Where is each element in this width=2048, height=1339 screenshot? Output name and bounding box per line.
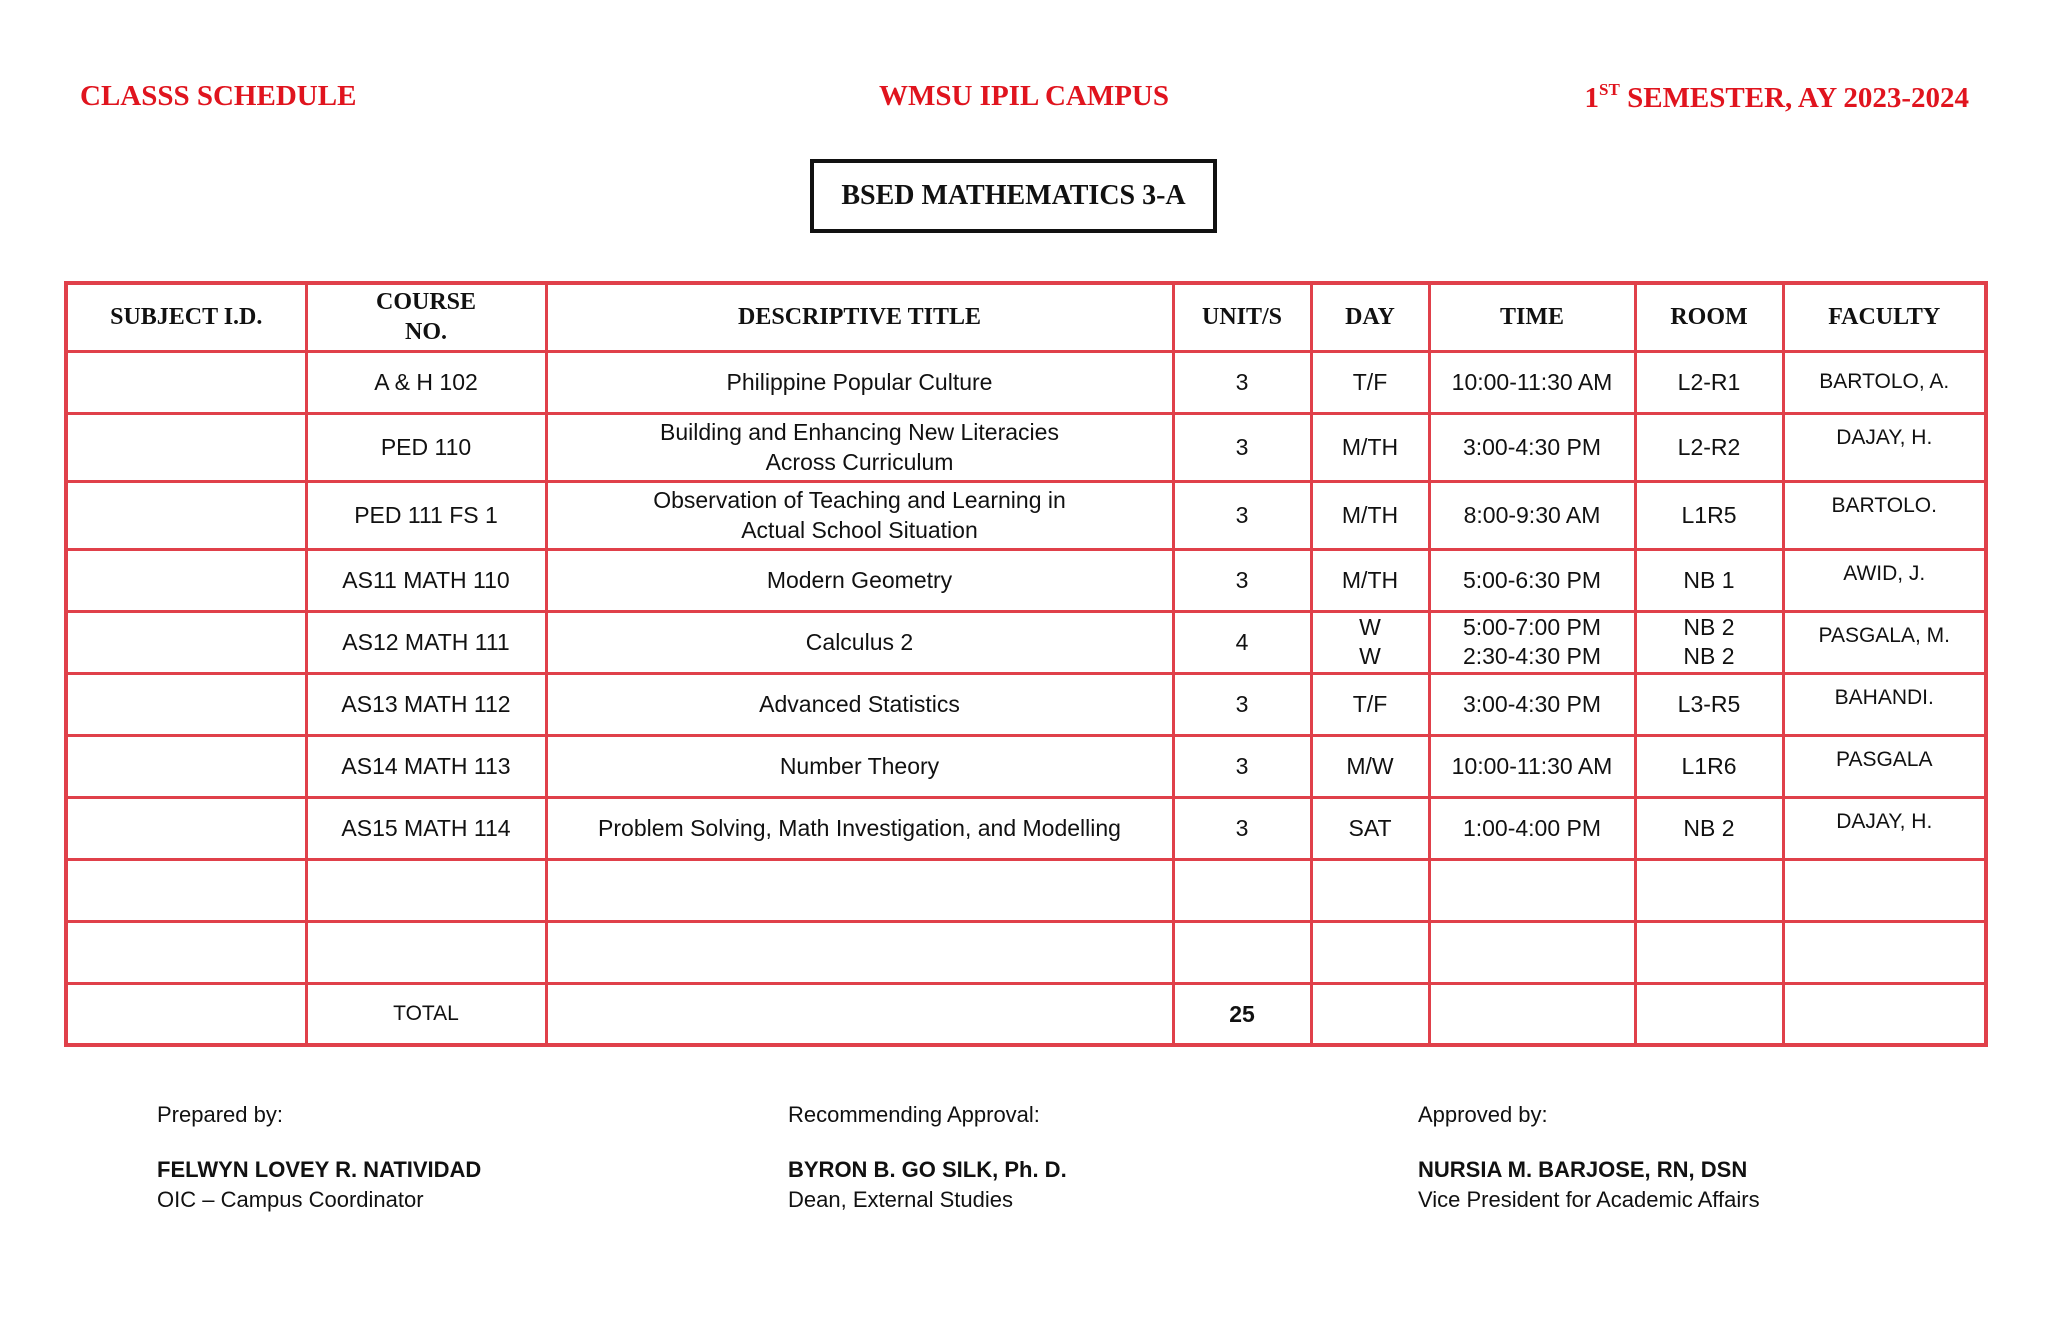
cell-empty (1311, 983, 1429, 1045)
cell-title-line2: Actual School Situation (741, 517, 978, 543)
cell-empty (546, 983, 1173, 1045)
section-title: BSED MATHEMATICS 3-A (841, 180, 1186, 211)
cell-time (1429, 921, 1635, 983)
cell-title-line1: Number Theory (779, 753, 940, 779)
cell-course-no (306, 921, 546, 983)
cell-units: 3 (1173, 549, 1311, 611)
cell-title-line1: Calculus 2 (805, 629, 914, 655)
cell-room: L1R5 (1635, 481, 1783, 549)
table-row (66, 735, 1986, 797)
cell-day: M/TH (1311, 481, 1429, 549)
table-row (66, 481, 1986, 549)
cell-day: M/W (1311, 735, 1429, 797)
cell-faculty (1783, 921, 1986, 983)
table-row-empty (66, 859, 1986, 921)
cell-title-line1: Building and Enhancing New Literacies (660, 419, 1059, 445)
cell-room (1635, 611, 1783, 673)
cell-subject-id (66, 611, 306, 673)
col-header-course-no (306, 283, 546, 351)
cell-day (1311, 611, 1429, 673)
cell-course-no: AS15 MATH 114 (306, 797, 546, 859)
cell-faculty (1783, 859, 1986, 921)
cell-time: 5:00-6:30 PM (1429, 549, 1635, 611)
cell-units: 3 (1173, 735, 1311, 797)
cell-time: 1:00-4:00 PM (1429, 797, 1635, 859)
table-row (66, 673, 1986, 735)
col-header-room: ROOM (1635, 283, 1783, 351)
cell-room (1635, 921, 1783, 983)
cell-title (546, 797, 1173, 859)
signatory-position: Vice President for Academic Affairs (1418, 1187, 1760, 1212)
cell-title (546, 735, 1173, 797)
table-header-row (66, 283, 1986, 351)
signatory-name: BYRON B. GO SILK, Ph. D. (788, 1157, 1067, 1182)
campus-name: WMSU IPIL CAMPUS (878, 80, 1169, 112)
cell-faculty: BARTOLO. (1783, 481, 1986, 549)
cell-units: 3 (1173, 351, 1311, 413)
table-row (66, 549, 1986, 611)
cell-time (1429, 859, 1635, 921)
document-title: CLASSS SCHEDULE (80, 80, 357, 112)
col-header-units: UNIT/S (1173, 283, 1311, 351)
cell-title (546, 921, 1173, 983)
cell-title (546, 859, 1173, 921)
table-row (66, 413, 1986, 481)
section-title-box (810, 159, 1217, 233)
semester-ordinal-suffix: ST (1599, 80, 1620, 99)
cell-faculty: PASGALA (1783, 735, 1986, 797)
signatory-approved (1418, 1100, 1760, 1215)
cell-room: L2-R2 (1635, 413, 1783, 481)
cell-course-no (306, 859, 546, 921)
cell-room: NB 1 (1635, 549, 1783, 611)
cell-units: 4 (1173, 611, 1311, 673)
cell-empty (1635, 983, 1783, 1045)
cell-day-line2: W (1359, 643, 1381, 669)
col-header-day: DAY (1311, 283, 1429, 351)
table-row-empty (66, 921, 1986, 983)
cell-faculty: BAHANDI. (1783, 673, 1986, 735)
cell-subject-id (66, 797, 306, 859)
signatory-label: Prepared by: (157, 1102, 283, 1127)
col-header-course-line1: COURSE (375, 289, 477, 316)
table-row (66, 797, 1986, 859)
total-units: 25 (1173, 983, 1311, 1045)
cell-room: NB 2 (1635, 797, 1783, 859)
cell-subject-id (66, 481, 306, 549)
cell-day: M/TH (1311, 549, 1429, 611)
cell-subject-id (66, 921, 306, 983)
cell-title (546, 481, 1173, 549)
signatory-prepared (157, 1100, 481, 1215)
table-total-row (66, 983, 1986, 1045)
table-row (66, 611, 1986, 673)
cell-subject-id (66, 549, 306, 611)
total-label: TOTAL (306, 983, 546, 1045)
cell-subject-id (66, 351, 306, 413)
cell-day: M/TH (1311, 413, 1429, 481)
cell-subject-id (66, 673, 306, 735)
col-header-faculty: FACULTY (1783, 283, 1986, 351)
cell-units (1173, 859, 1311, 921)
semester-label (1585, 80, 1969, 115)
cell-day (1311, 859, 1429, 921)
cell-time (1429, 611, 1635, 673)
cell-course-no: AS12 MATH 111 (306, 611, 546, 673)
cell-time-line1: 5:00-7:00 PM (1462, 614, 1602, 640)
cell-room (1635, 859, 1783, 921)
col-header-descriptive-title: DESCRIPTIVE TITLE (546, 283, 1173, 351)
cell-faculty: BARTOLO, A. (1783, 351, 1986, 413)
cell-faculty: AWID, J. (1783, 549, 1986, 611)
cell-time-line2: 2:30-4:30 PM (1462, 643, 1602, 669)
cell-time: 10:00-11:30 AM (1429, 735, 1635, 797)
signatory-position: Dean, External Studies (788, 1187, 1014, 1212)
cell-subject-id (66, 413, 306, 481)
signatory-label: Approved by: (1418, 1102, 1548, 1127)
table-row (66, 351, 1986, 413)
cell-empty (1429, 983, 1635, 1045)
cell-time: 3:00-4:30 PM (1429, 413, 1635, 481)
semester-text: SEMESTER, AY 2023-2024 (1619, 82, 1969, 114)
cell-title-line1: Advanced Statistics (759, 691, 960, 717)
cell-room: L2-R1 (1635, 351, 1783, 413)
cell-units: 3 (1173, 797, 1311, 859)
cell-faculty: PASGALA, M. (1783, 611, 1986, 673)
signatory-recommending (788, 1100, 1067, 1215)
cell-title (546, 351, 1173, 413)
cell-room-line2: NB 2 (1683, 643, 1735, 669)
cell-day-line1: W (1359, 614, 1381, 640)
cell-course-no: AS13 MATH 112 (306, 673, 546, 735)
cell-title (546, 611, 1173, 673)
cell-day: T/F (1311, 351, 1429, 413)
cell-room: L1R6 (1635, 735, 1783, 797)
cell-day: SAT (1311, 797, 1429, 859)
cell-time: 10:00-11:30 AM (1429, 351, 1635, 413)
cell-course-no: AS11 MATH 110 (306, 549, 546, 611)
cell-title-line1: Philippine Popular Culture (726, 369, 993, 395)
cell-title (546, 673, 1173, 735)
cell-units: 3 (1173, 481, 1311, 549)
signatory-name: FELWYN LOVEY R. NATIVIDAD (157, 1157, 482, 1182)
schedule-table (64, 281, 1988, 1047)
col-header-time: TIME (1429, 283, 1635, 351)
cell-units: 3 (1173, 673, 1311, 735)
cell-units (1173, 921, 1311, 983)
cell-empty (66, 983, 306, 1045)
cell-day (1311, 921, 1429, 983)
cell-units: 3 (1173, 413, 1311, 481)
cell-title (546, 549, 1173, 611)
cell-course-no: A & H 102 (306, 351, 546, 413)
cell-room-line1: NB 2 (1683, 614, 1735, 640)
col-header-course-line2: NO. (405, 319, 447, 346)
cell-subject-id (66, 859, 306, 921)
cell-course-no: PED 111 FS 1 (306, 481, 546, 549)
cell-faculty: DAJAY, H. (1783, 797, 1986, 859)
signatory-position: OIC – Campus Coordinator (157, 1187, 424, 1212)
cell-title-line1: Modern Geometry (766, 567, 953, 593)
cell-title-line1: Problem Solving, Math Investigation, and Modelling (598, 815, 1121, 841)
cell-course-no: AS14 MATH 113 (306, 735, 546, 797)
signatory-label: Recommending Approval: (788, 1102, 1040, 1127)
cell-title (546, 413, 1173, 481)
semester-number: 1 (1584, 82, 1600, 114)
cell-time: 8:00-9:30 AM (1429, 481, 1635, 549)
cell-empty (1783, 983, 1986, 1045)
cell-room: L3-R5 (1635, 673, 1783, 735)
cell-title-line1: Observation of Teaching and Learning in (653, 487, 1066, 513)
cell-day: T/F (1311, 673, 1429, 735)
col-header-subject-id: SUBJECT I.D. (66, 283, 306, 351)
cell-course-no: PED 110 (306, 413, 546, 481)
cell-subject-id (66, 735, 306, 797)
signatory-name: NURSIA M. BARJOSE, RN, DSN (1418, 1157, 1748, 1182)
cell-time: 3:00-4:30 PM (1429, 673, 1635, 735)
cell-faculty: DAJAY, H. (1783, 413, 1986, 481)
cell-title-line2: Across Curriculum (765, 449, 954, 475)
